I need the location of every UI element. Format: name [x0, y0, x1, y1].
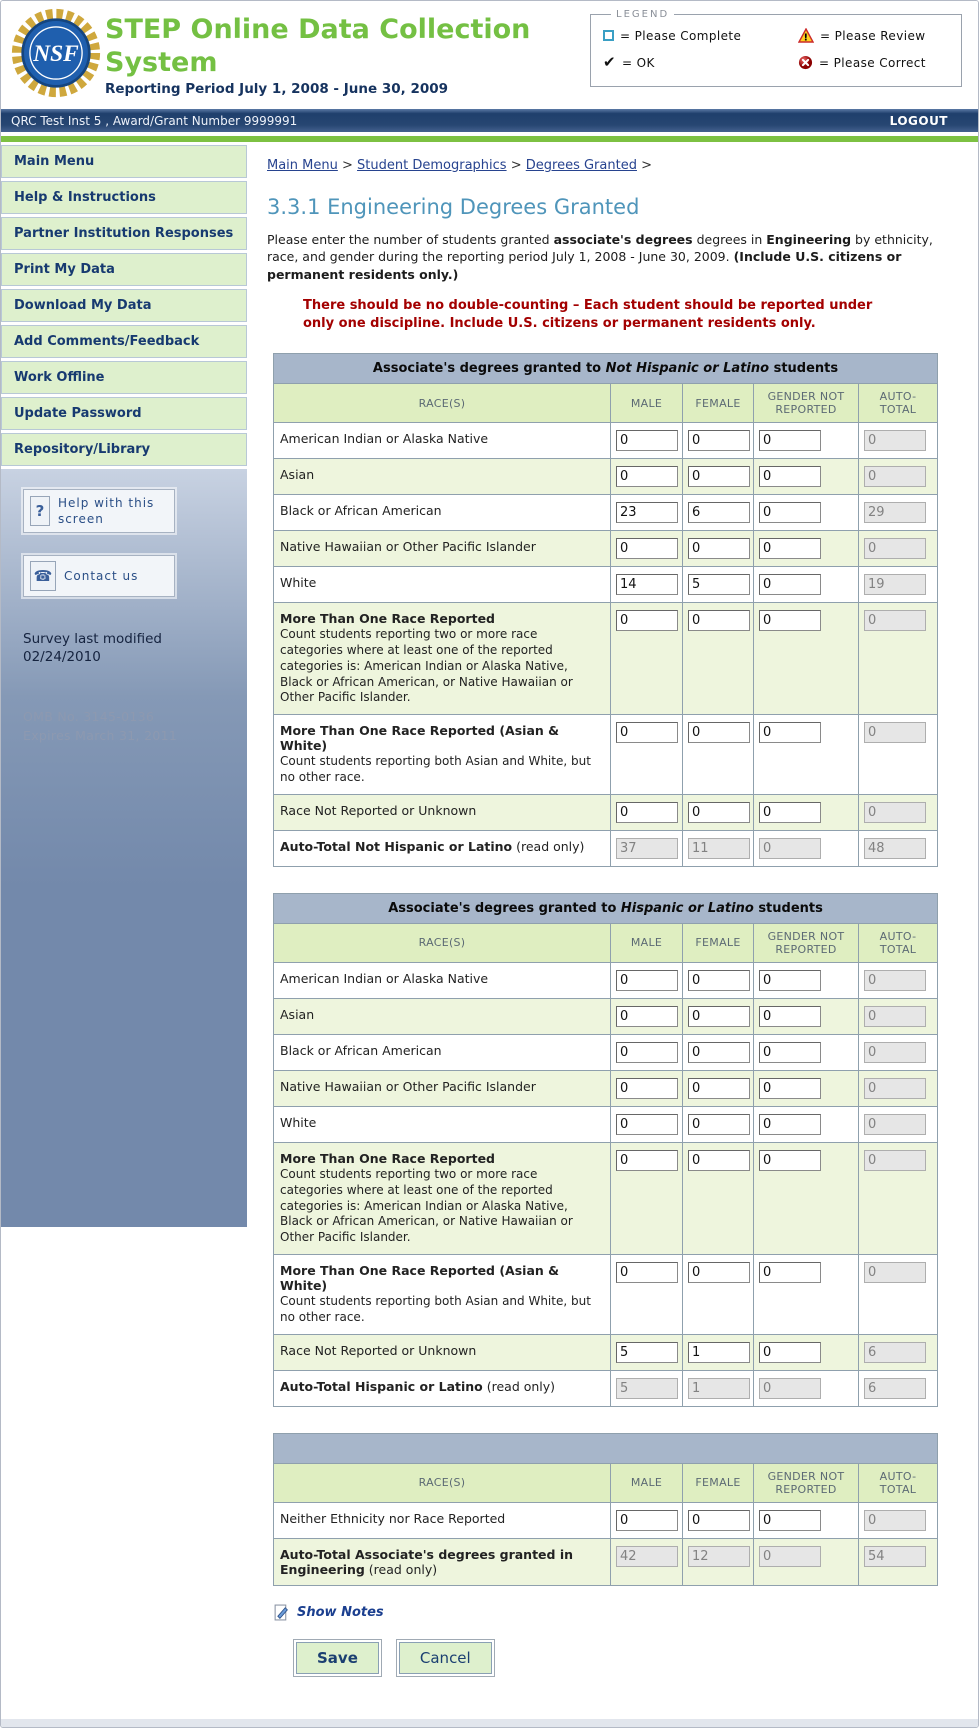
column-header-auto-total: AUTO-TOTAL [859, 384, 938, 423]
auto-total-field [864, 1378, 926, 1399]
table-row [274, 1334, 938, 1370]
intro-text: by ethnicity, race, and gender during the reporting period July 1, 2008 - June 30, 2009. [267, 232, 933, 265]
race-label: White [274, 1106, 611, 1142]
survey-last-modified: Survey last modified 02/24/2010 [23, 631, 163, 665]
ok-icon: ✔ [603, 53, 616, 71]
legend-item-review [798, 28, 951, 43]
auto-total-field [864, 838, 926, 859]
table-row [274, 531, 938, 567]
female-input[interactable] [688, 466, 750, 487]
female-input[interactable] [688, 1078, 750, 1099]
gender-not-reported-input[interactable] [759, 722, 821, 743]
auto-total-label: Auto-Total Associate's degrees granted in Engineering (read only) [274, 1538, 611, 1585]
table-grand-total [273, 1433, 938, 1586]
breadcrumb-main-menu[interactable]: Main Menu [267, 158, 338, 173]
gender-not-reported-input[interactable] [759, 466, 821, 487]
question-icon: ? [30, 496, 50, 526]
auto-total-field [864, 1262, 926, 1283]
race-label: American Indian or Alaska Native [274, 423, 611, 459]
legend-label: LEGEND [616, 9, 670, 20]
race-label: American Indian or Alaska Native [274, 962, 611, 998]
gender-not-reported-input[interactable] [759, 574, 821, 595]
column-header-gender-not-reported: GENDER NOT REPORTED [754, 1463, 859, 1502]
female-total-field [688, 1378, 750, 1399]
gender-not-reported-input[interactable] [759, 538, 821, 559]
female-input[interactable] [688, 722, 750, 743]
auto-total-field [864, 430, 926, 451]
please-review-icon [798, 28, 814, 43]
legend-box [590, 9, 962, 87]
table-row [274, 603, 938, 715]
breadcrumb-degrees-granted[interactable]: Degrees Granted [525, 158, 637, 173]
male-input[interactable] [616, 722, 678, 743]
auto-total-field [864, 502, 926, 523]
legend-text: = OK [621, 55, 655, 70]
intro-paragraph [267, 231, 943, 283]
table-row [274, 567, 938, 603]
intro-bold: associate's degrees [553, 232, 693, 247]
female-total-field [688, 838, 750, 859]
male-input[interactable] [616, 1042, 678, 1063]
male-input[interactable] [616, 1342, 678, 1363]
table-title: Associate's degrees granted to Not Hispanic or Latino students [274, 354, 938, 384]
gender-not-reported-total-field [759, 1378, 821, 1399]
female-input[interactable] [688, 430, 750, 451]
notes-icon [273, 1604, 290, 1621]
auto-total-field [864, 1510, 926, 1531]
phone-icon: ☎ [30, 561, 56, 591]
button-row [293, 1639, 964, 1677]
cancel-button-label: Cancel [399, 1642, 492, 1674]
auto-total-label: Auto-Total Not Hispanic or Latino (read only) [274, 830, 611, 866]
table-row [274, 962, 938, 998]
gender-not-reported-input[interactable] [759, 502, 821, 523]
male-input[interactable] [616, 1262, 678, 1283]
breadcrumb-separator: > [342, 158, 353, 173]
table-row [274, 1034, 938, 1070]
auto-total-field [864, 722, 926, 743]
table-title [274, 1433, 938, 1463]
auto-total-field [864, 1042, 926, 1063]
male-total-field [616, 838, 678, 859]
female-input[interactable] [688, 1510, 750, 1531]
sidebar [1, 142, 247, 1227]
page-title: 3.3.1 Engineering Degrees Granted [267, 195, 640, 219]
race-label: Black or African American [274, 495, 611, 531]
table-row [274, 1070, 938, 1106]
race-label: Asian [274, 998, 611, 1034]
contact-us-button[interactable] [23, 555, 175, 597]
svg-text:NSF: NSF [33, 41, 79, 68]
gender-not-reported-total-field [759, 838, 821, 859]
auto-total-field [864, 1546, 926, 1567]
female-input[interactable] [688, 1150, 750, 1171]
auto-total-row [274, 1538, 938, 1585]
race-label: More Than One Race Reported Count students reporting two or more race categories where at least one of the reported categories is: American Indian or Alaska Native, Black or African American, or Native Hawaiian or Other Pacific Islander. [274, 1142, 611, 1254]
intro-text: degrees in [692, 232, 767, 247]
show-notes [273, 1604, 964, 1621]
auto-total-field [864, 466, 926, 487]
male-input[interactable] [616, 502, 678, 523]
column-header-gender-not-reported: GENDER NOT REPORTED [754, 923, 859, 962]
column-header-female: FEMALE [683, 384, 754, 423]
column-header-male: MALE [611, 923, 683, 962]
sidebar-item-download-my-data[interactable]: Download My Data [1, 289, 247, 322]
column-header-races: RACE(S) [274, 384, 611, 423]
breadcrumb-student-demographics[interactable]: Student Demographics [357, 158, 507, 173]
female-input[interactable] [688, 610, 750, 631]
breadcrumb-separator: > [641, 158, 653, 173]
column-header-races: RACE(S) [274, 1463, 611, 1502]
table-title: Associate's degrees granted to Hispanic or Latino students [274, 893, 938, 923]
auto-total-field [864, 538, 926, 559]
female-input[interactable] [688, 1342, 750, 1363]
legend-text: = Please Review [820, 28, 926, 43]
auto-total-field [864, 1150, 926, 1171]
sidebar-item-work-offline[interactable]: Work Offline [1, 361, 247, 394]
auto-total-field [864, 574, 926, 595]
show-notes-link[interactable]: Show Notes [297, 1604, 384, 1620]
gender-not-reported-input[interactable] [759, 1342, 821, 1363]
institution-bar [1, 109, 978, 132]
race-label: More Than One Race Reported Count students reporting two or more race categories where at least one of the reported categories is: American Indian or Alaska Native, Black or African American, or Native Hawaiian or Other Pacific Islander. [274, 603, 611, 715]
breadcrumb [267, 158, 964, 173]
sidebar-item-repository-library[interactable]: Repository/Library [1, 433, 247, 466]
table-row [274, 1106, 938, 1142]
race-label: White [274, 567, 611, 603]
please-correct-icon [798, 55, 813, 70]
female-input[interactable] [688, 538, 750, 559]
table-hispanic [273, 893, 938, 1407]
female-input[interactable] [688, 502, 750, 523]
app-title: STEP Online Data Collection System [105, 14, 531, 78]
legend-item-correct [798, 55, 951, 70]
intro-bold: (Include U.S. citizens or permanent residents only.) [267, 249, 902, 282]
auto-total-field [864, 1342, 926, 1363]
legend-item-ok [603, 55, 798, 70]
reporting-period: Reporting Period July 1, 2008 - June 30, 2009 [105, 81, 449, 97]
sidebar-item-help-instructions[interactable]: Help & Instructions [1, 181, 247, 214]
gender-not-reported-total-field [759, 1546, 821, 1567]
table-not-hispanic [273, 353, 938, 867]
sidebar-item-update-password[interactable]: Update Password [1, 397, 247, 430]
auto-total-field [864, 802, 926, 823]
female-input[interactable] [688, 1262, 750, 1283]
race-label: More Than One Race Reported (Asian & White) Count students reporting both Asian and White, but no other race. [274, 715, 611, 795]
omb-expires: Expires March 31, 2011 [23, 727, 178, 743]
gender-not-reported-input[interactable] [759, 1510, 821, 1531]
gender-not-reported-input[interactable] [759, 1262, 821, 1283]
column-header-races: RACE(S) [274, 923, 611, 962]
male-input[interactable] [616, 538, 678, 559]
legend-text: = Please Complete [620, 28, 742, 43]
column-header-auto-total: AUTO-TOTAL [859, 1463, 938, 1502]
column-header-male: MALE [611, 1463, 683, 1502]
table-row [274, 423, 938, 459]
gender-not-reported-input[interactable] [759, 802, 821, 823]
male-input[interactable] [616, 466, 678, 487]
column-header-auto-total: AUTO-TOTAL [859, 923, 938, 962]
female-input[interactable] [688, 802, 750, 823]
please-complete-icon [603, 30, 614, 41]
intro-text: Please enter the number of students granted [267, 232, 554, 247]
sidebar-item-add-comments-feedback[interactable]: Add Comments/Feedback [1, 325, 247, 358]
table-row [274, 1255, 938, 1335]
contact-button-label: Contact us [64, 569, 139, 584]
auto-total-field [864, 1006, 926, 1027]
column-header-female: FEMALE [683, 1463, 754, 1502]
column-header-female: FEMALE [683, 923, 754, 962]
auto-total-field [864, 1114, 926, 1135]
table-row [274, 715, 938, 795]
table-row [274, 794, 938, 830]
help-button-label: Help with this screen [57, 496, 155, 527]
auto-total-row [274, 1370, 938, 1406]
gender-not-reported-input[interactable] [759, 970, 821, 991]
table-row [274, 998, 938, 1034]
nsf-logo [11, 8, 101, 98]
race-label: Race Not Reported or Unknown [274, 1334, 611, 1370]
omb-note [23, 708, 247, 744]
sidebar-item-print-my-data[interactable]: Print My Data [1, 253, 247, 286]
sidebar-panel [1, 469, 247, 1227]
gender-not-reported-input[interactable] [759, 610, 821, 631]
institution-label: QRC Test Inst 5 , Award/Grant Number 9999991 [11, 113, 298, 128]
male-input[interactable] [616, 430, 678, 451]
cancel-button[interactable] [396, 1639, 495, 1677]
race-label: Native Hawaiian or Other Pacific Islander [274, 1070, 611, 1106]
help-with-this-screen-button[interactable] [23, 489, 175, 533]
gender-not-reported-input[interactable] [759, 430, 821, 451]
auto-total-field [864, 610, 926, 631]
female-input[interactable] [688, 574, 750, 595]
table-row [274, 459, 938, 495]
male-input[interactable] [616, 1078, 678, 1099]
legend-text: = Please Correct [819, 55, 926, 70]
save-button-label: Save [296, 1642, 379, 1674]
male-input[interactable] [616, 1114, 678, 1135]
gender-not-reported-input[interactable] [759, 1114, 821, 1135]
gender-not-reported-input[interactable] [759, 1042, 821, 1063]
race-label: Race Not Reported or Unknown [274, 794, 611, 830]
header [1, 1, 978, 109]
male-total-field [616, 1378, 678, 1399]
female-total-field [688, 1546, 750, 1567]
race-label: More Than One Race Reported (Asian & White) Count students reporting both Asian and White, but no other race. [274, 1255, 611, 1335]
gender-not-reported-input[interactable] [759, 1006, 821, 1027]
female-input[interactable] [688, 970, 750, 991]
male-input[interactable] [616, 1150, 678, 1171]
table-row [274, 1502, 938, 1538]
auto-total-field [864, 970, 926, 991]
race-label: Neither Ethnicity nor Race Reported [274, 1502, 611, 1538]
warning-text: There should be no double-counting – Each student should be reported under only one discipline. Include U.S. citizens or permanent residents only. [303, 297, 873, 331]
gender-not-reported-input[interactable] [759, 1078, 821, 1099]
gender-not-reported-input[interactable] [759, 1150, 821, 1171]
auto-total-label: Auto-Total Hispanic or Latino (read only) [274, 1370, 611, 1406]
race-label: Black or African American [274, 1034, 611, 1070]
legend-item-complete [603, 28, 798, 43]
sidebar-item-main-menu[interactable]: Main Menu [1, 145, 247, 178]
intro-bold: Engineering [766, 232, 852, 247]
table-row [274, 1142, 938, 1254]
race-label: Asian [274, 459, 611, 495]
omb-number: OMB No. 3145-0136 [23, 709, 155, 725]
svg-text:!: ! [803, 32, 809, 43]
male-input[interactable] [616, 970, 678, 991]
male-input[interactable] [616, 610, 678, 631]
breadcrumb-separator: > [510, 158, 522, 173]
sidebar-item-partner-institution-responses[interactable]: Partner Institution Responses [1, 217, 247, 250]
logout-button[interactable]: LOGOUT [889, 113, 948, 128]
save-button[interactable] [293, 1639, 382, 1677]
auto-total-field [864, 1078, 926, 1099]
table-row [274, 495, 938, 531]
female-input[interactable] [688, 1114, 750, 1135]
auto-total-row [274, 830, 938, 866]
main-content [247, 142, 978, 1677]
race-label: Native Hawaiian or Other Pacific Islander [274, 531, 611, 567]
male-input[interactable] [616, 802, 678, 823]
male-input[interactable] [616, 574, 678, 595]
footer-strip [1, 1719, 978, 1727]
male-total-field [616, 1546, 678, 1567]
column-header-male: MALE [611, 384, 683, 423]
female-input[interactable] [688, 1006, 750, 1027]
female-input[interactable] [688, 1042, 750, 1063]
male-input[interactable] [616, 1006, 678, 1027]
male-input[interactable] [616, 1510, 678, 1531]
column-header-gender-not-reported: GENDER NOT REPORTED [754, 384, 859, 423]
